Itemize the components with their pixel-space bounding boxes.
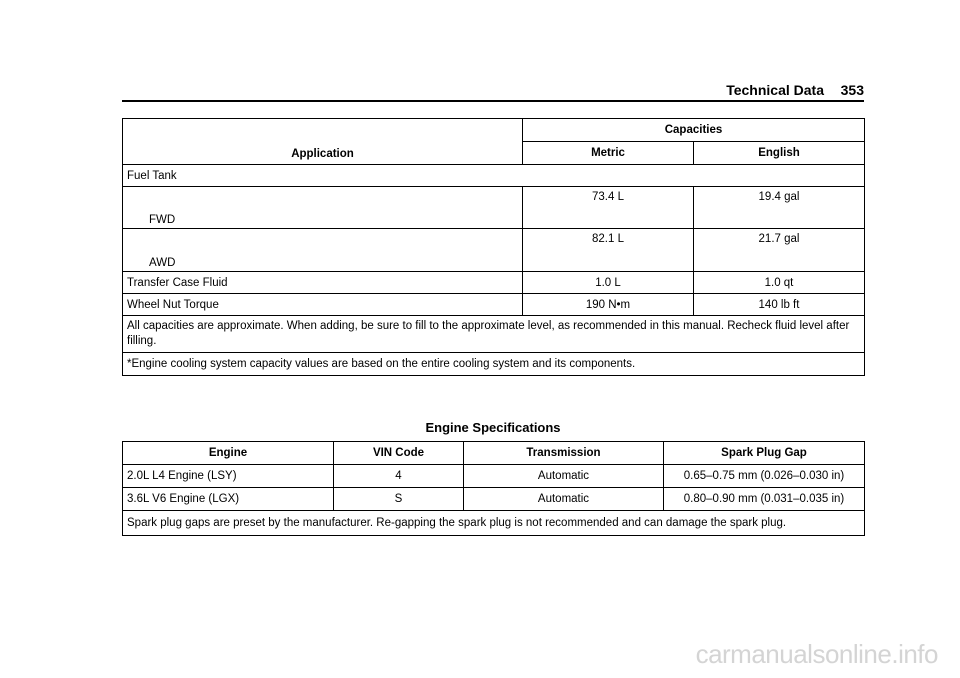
engine-cell: 3.6L V6 Engine (LGX) — [123, 488, 334, 511]
table-row — [123, 272, 865, 294]
application-header: Application — [123, 119, 523, 165]
engine-header: Engine — [123, 442, 334, 465]
table-row — [123, 229, 865, 272]
capacities-table — [122, 118, 865, 376]
gap-cell: 0.65–0.75 mm (0.026–0.030 in) — [664, 465, 865, 488]
table-row — [123, 187, 865, 229]
fwd-metric: 73.4 L — [523, 187, 694, 229]
transfer-metric: 1.0 L — [523, 272, 694, 294]
wheel-label: Wheel Nut Torque — [123, 294, 523, 316]
wheel-english: 140 lb ft — [694, 294, 865, 316]
transfer-label: Transfer Case Fluid — [123, 272, 523, 294]
wheel-metric: 190 N•m — [523, 294, 694, 316]
transmission-header: Transmission — [464, 442, 664, 465]
cooling-note: *Engine cooling system capacity values are based on the entire cooling system and its components. — [123, 353, 865, 376]
fuel-tank-label: Fuel Tank — [123, 165, 865, 187]
section-title: Technical Data — [726, 82, 824, 98]
awd-english: 21.7 gal — [694, 229, 865, 272]
page-header — [122, 80, 864, 102]
awd-metric: 82.1 L — [523, 229, 694, 272]
vin-cell: S — [334, 488, 464, 511]
page-number: 353 — [840, 82, 864, 98]
fwd-english: 19.4 gal — [694, 187, 865, 229]
metric-header: Metric — [523, 142, 694, 165]
table-row — [123, 294, 865, 316]
engine-specs-title: Engine Specifications — [425, 420, 561, 435]
gap-header: Spark Plug Gap — [664, 442, 865, 465]
engine-specs-table — [122, 441, 865, 536]
awd-label: AWD — [123, 229, 523, 272]
transmission-cell: Automatic — [464, 465, 664, 488]
table-row — [123, 465, 865, 488]
capacities-note: All capacities are approximate. When adding, be sure to fill to the approximate level, as recommended in this manual. Recheck fluid level after filling. — [123, 316, 865, 353]
gap-cell: 0.80–0.90 mm (0.031–0.035 in) — [664, 488, 865, 511]
vin-header: VIN Code — [334, 442, 464, 465]
watermark-text: carmanualsonline.info — [695, 639, 938, 669]
fwd-label: FWD — [123, 187, 523, 229]
english-header: English — [694, 142, 865, 165]
transfer-english: 1.0 qt — [694, 272, 865, 294]
table-row — [123, 488, 865, 511]
transmission-cell: Automatic — [464, 488, 664, 511]
vin-cell: 4 — [334, 465, 464, 488]
capacities-header: Capacities — [523, 119, 865, 142]
spark-plug-note: Spark plug gaps are preset by the manufacturer. Re-gapping the spark plug is not recommended and can damage the spark plug. — [123, 511, 865, 536]
engine-cell: 2.0L L4 Engine (LSY) — [123, 465, 334, 488]
